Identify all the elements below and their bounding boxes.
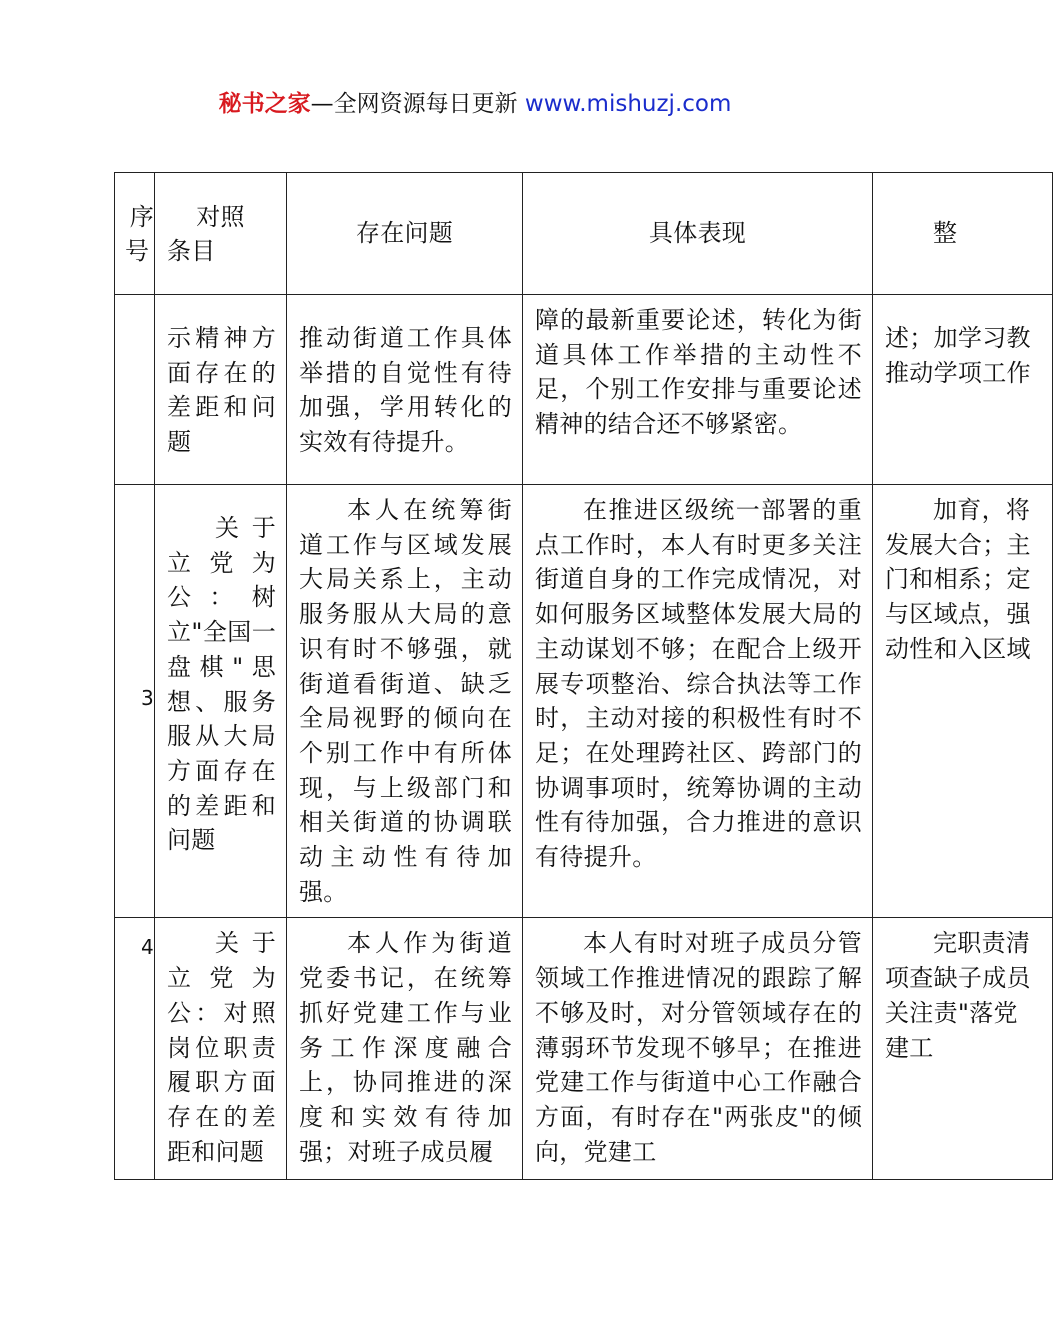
row-item: 示精神方面存在的差距和问题 — [155, 295, 287, 485]
row-item: 关于立党为公：对照岗位职责履职方面存在的差距和问题 — [155, 918, 287, 1180]
header-fix: 整 — [873, 173, 1053, 295]
row-seq: 4 — [115, 918, 155, 1180]
row-fix: 加育，将发展大合；主门和相系；定与区域点，强动性和入区域 — [873, 485, 1053, 918]
row-detail: 在推进区级统一部署的重点工作时，本人有时更多关注街道自身的工作完成情况，对如何服务区域整体发展大局的主动谋划不够；在配合上级开展专项整治、综合执法等工作时，主动对接的积极性有时不足；在处理跨社区、跨部门的协调事项时，统筹协调的主动性有待加强，合力推进的意识有待提升。 — [523, 485, 873, 918]
site-link[interactable]: www.mishuzj.com — [524, 91, 732, 117]
row-problem: 推动街道工作具体举措的自觉性有待加强，学用转化的实效有待提升。 — [287, 295, 523, 485]
page-header — [0, 88, 950, 120]
table-row — [115, 295, 1053, 485]
row-problem: 本人在统筹街道工作与区域发展大局关系上，主动服务服从大局的意识有时不够强，就街道看街道、缺乏全局视野的倾向在个别工作中有所体现，与上级部门和相关街道的协调联动主动性有待加强。 — [287, 485, 523, 918]
brand-name: 秘书之家 — [218, 91, 311, 117]
header-tagline: —全网资源每日更新 — [310, 91, 525, 117]
row-problem: 本人作为街道党委书记，在统筹抓好党建工作与业务工作深度融合上，协同推进的深度和实效有待加强；对班子成员履 — [287, 918, 523, 1180]
header-seq-line1: 序 — [129, 202, 154, 231]
row-seq: 3 — [115, 485, 155, 918]
row-item: 关于立党为公：树立"全国一盘棋"思想、服务服从大局方面存在的差距和问题 — [155, 485, 287, 918]
table-header-row — [115, 173, 1053, 295]
row-fix: 述；加学习教推动学项工作 — [873, 295, 1053, 485]
row-detail: 本人有时对班子成员分管领域工作推进情况的跟踪了解不够及时，对分管领域存在的薄弱环节发现不够早；在推进党建工作与街道中心工作融合方面，有时存在"两张皮"的倾向，党建工 — [523, 918, 873, 1180]
checklist-table — [114, 172, 1053, 1180]
table-row — [115, 918, 1053, 1180]
row-seq — [115, 295, 155, 485]
header-item — [155, 173, 287, 295]
table-row — [115, 485, 1053, 918]
row-detail: 障的最新重要论述，转化为街道具体工作举措的主动性不足，个别工作安排与重要论述精神的结合还不够紧密。 — [523, 295, 873, 485]
header-item-line2: 条目 — [167, 236, 216, 265]
header-seq — [115, 173, 155, 295]
header-item-line1: 对照 — [196, 202, 245, 231]
header-problem: 存在问题 — [287, 173, 523, 295]
header-seq-line2: 号 — [125, 236, 150, 265]
header-detail: 具体表现 — [523, 173, 873, 295]
row-fix: 完职责清项查缺子成员关注责"落党建工 — [873, 918, 1053, 1180]
checklist-table-wrapper — [114, 172, 1031, 1178]
